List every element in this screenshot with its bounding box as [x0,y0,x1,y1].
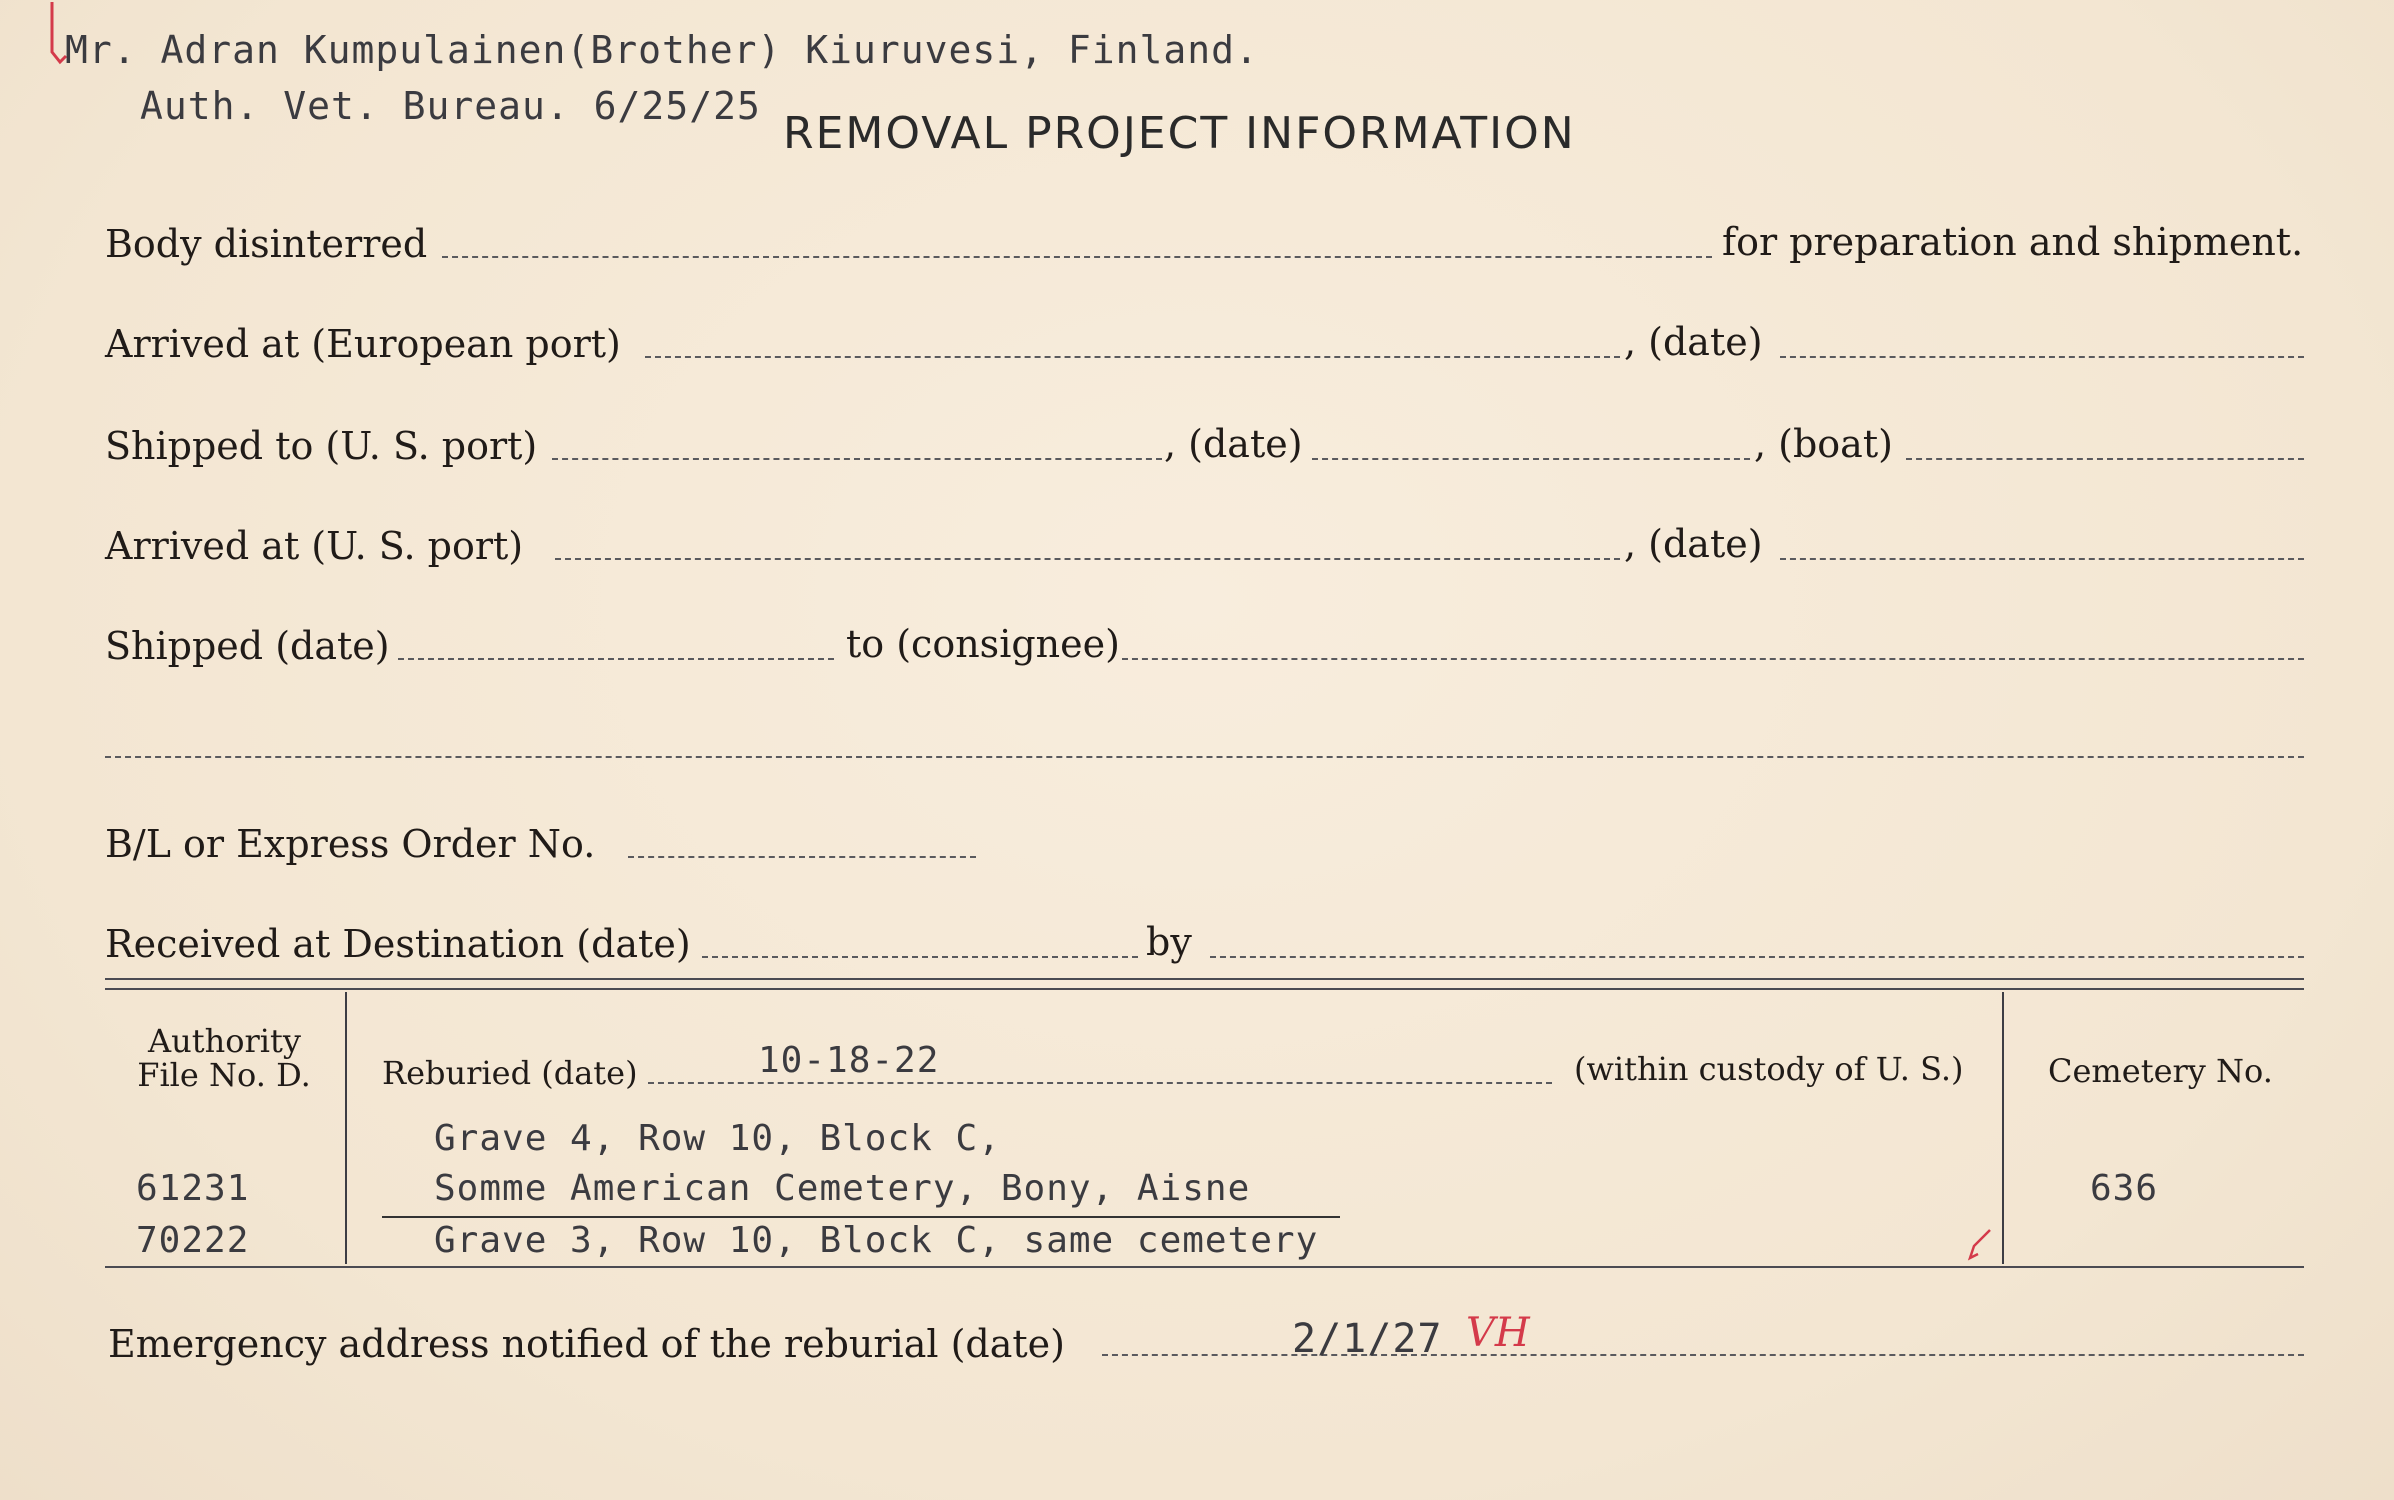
arrived-us-port-field[interactable] [555,558,1620,560]
by-label: by [1146,920,1192,964]
emergency-address-label: Emergency address notified of the reburial (date) [108,1322,1065,1366]
addressee-line: Mr. Adran Kumpulainen(Brother) Kiuruvesi, Finland. [65,28,1259,72]
cemetery-no-header: Cemetery No. [2048,1052,2273,1090]
received-by-field[interactable] [1210,956,2304,958]
european-port-field[interactable] [645,356,1620,358]
consignee-field[interactable] [1122,658,2304,660]
red-initials: VH [1466,1310,1530,1356]
table-divider-right [2002,992,2004,1264]
file-number-1: 61231 [136,1168,250,1209]
shipped-date-row-label: Shipped (date) [105,624,390,668]
file-no-header: File No. D. [137,1056,311,1094]
table-top-rule-1 [105,978,2304,980]
cemetery-number: 636 [2090,1168,2159,1209]
consignee-label: to (consignee) [846,622,1120,666]
table-bottom-rule [105,1266,2304,1268]
received-date-field[interactable] [702,956,1138,958]
arrived-us-port-label: Arrived at (U. S. port) [105,524,524,568]
custody-label: (within custody of U. S.) [1574,1050,1964,1088]
bl-order-label: B/L or Express Order No. [105,822,596,866]
emergency-date-field[interactable] [1102,1354,2304,1356]
authorization-line: Auth. Vet. Bureau. 6/25/25 [140,84,761,128]
shipped-date-label: , (date) [1164,422,1303,466]
consignee-continuation-field[interactable] [105,756,2304,758]
reburied-label: Reburied (date) [382,1054,638,1092]
location-line-1: Grave 4, Row 10, Block C, [434,1118,1001,1159]
shipped-date-row-field[interactable] [398,658,834,660]
shipped-date-field[interactable] [1312,458,1750,460]
us-port-field[interactable] [552,458,1162,460]
red-initial-mark-icon [1960,1226,2000,1266]
card-title: REMOVAL PROJECT INFORMATION [783,108,1576,159]
body-disinterred-label: Body disinterred [105,222,428,266]
emergency-date-value: 2/1/27 [1292,1316,1443,1362]
location-underline [382,1216,1340,1218]
received-destination-label: Received at Destination (date) [105,922,691,966]
location-line-2: Somme American Cemetery, Bony, Aisne [434,1168,1251,1209]
arrived-european-port-label: Arrived at (European port) [105,322,621,366]
location-line-3: Grave 3, Row 10, Block C, same cemetery [434,1220,1319,1261]
boat-field[interactable] [1906,458,2304,460]
reburied-date-value: 10-18-22 [758,1040,940,1081]
preparation-shipment-label: for preparation and shipment. [1722,220,2304,264]
body-disinterred-field[interactable] [442,256,1712,258]
file-number-2: 70222 [136,1220,250,1261]
table-top-rule-2 [105,988,2304,990]
boat-label: , (boat) [1754,422,1893,466]
european-date-field[interactable] [1780,356,2304,358]
arrived-us-date-field[interactable] [1780,558,2304,560]
table-divider-left [345,992,347,1264]
arrived-us-date-label: , (date) [1624,522,1763,566]
authority-header: Authority [148,1022,301,1060]
bl-order-field[interactable] [628,856,976,858]
european-date-label: , (date) [1624,320,1763,364]
red-check-mark-icon [38,0,68,70]
reburied-date-field[interactable] [648,1082,1552,1084]
shipped-us-port-label: Shipped to (U. S. port) [105,424,538,468]
